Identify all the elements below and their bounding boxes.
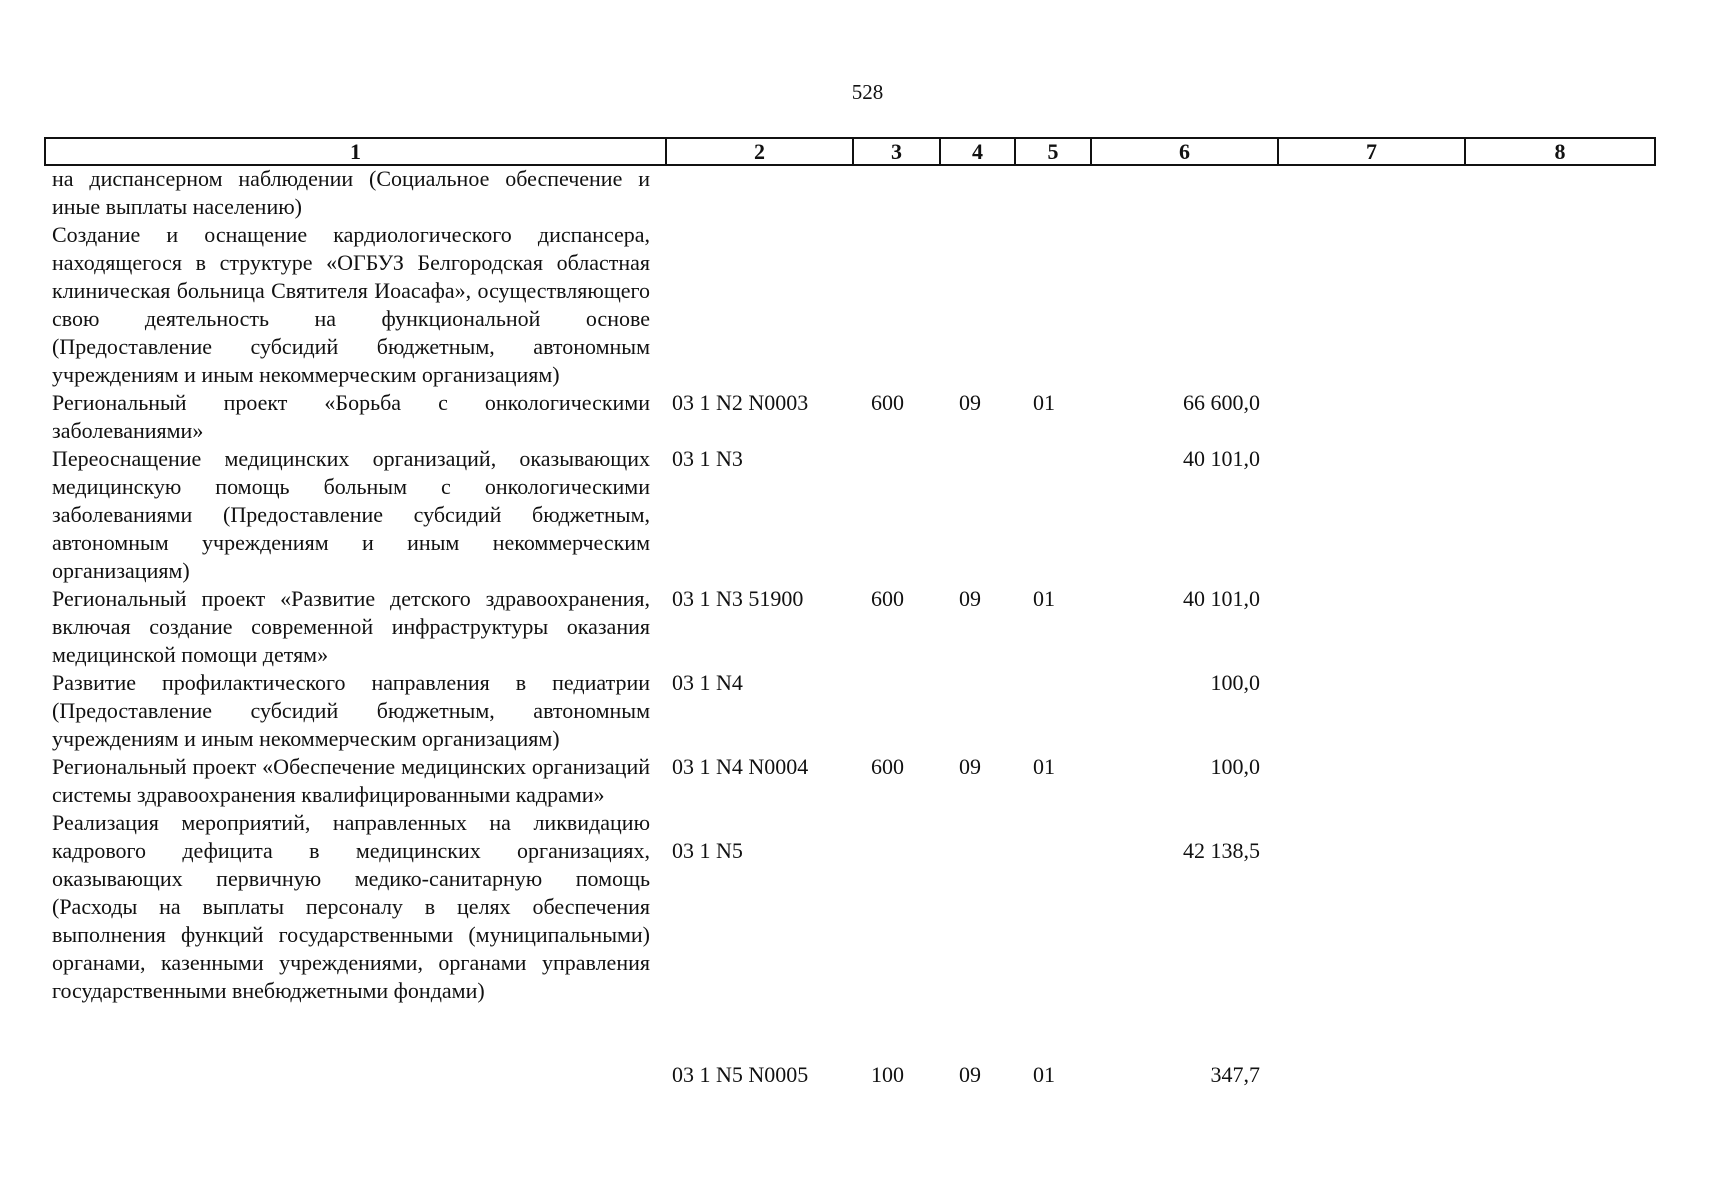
code-cell: 03 1 N2 N0003: [672, 390, 809, 415]
row-text-4: Региональный проект «Развитие детского здравоохранения, включая создание современной инфраструктуры оказания медицинской помощи детям»: [52, 586, 650, 667]
row-text-0: на диспансерном наблюдении (Социальное обеспечение и иные выплаты населению): [52, 166, 650, 219]
subsection-cell: 01: [1033, 586, 1055, 611]
column-header-1: 1: [45, 138, 666, 165]
expense-type-cell: 600: [871, 586, 904, 611]
table-row-values: [0, 389, 1710, 417]
section-cell: 09: [959, 754, 981, 779]
row-text-1: Создание и оснащение кардиологического диспансера, находящегося в структуре «ОГБУЗ Белгородская областная клиническая больница Святителя Иоасафа», осуществляющего свою деятельность на функциональной основе (Предоставление субсидий бюджетным, автономным учреждениям и иным некоммерческим организациям): [52, 222, 650, 387]
section-cell: 09: [959, 1062, 981, 1087]
column-header-8: 8: [1465, 138, 1655, 165]
code-cell: 03 1 N5: [672, 838, 743, 863]
column-header-6: 6: [1091, 138, 1278, 165]
column-header-4: 4: [940, 138, 1015, 165]
row-text-6: Региональный проект «Обеспечение медицинских организаций системы здравоохранения квалифицированными кадрами»: [52, 754, 650, 807]
code-cell: 03 1 N4: [672, 670, 743, 695]
row-text-5: Развитие профилактического направления в педиатрии (Предоставление субсидий бюджетным, автономным учреждениям и иным некоммерческим организациям): [52, 670, 650, 751]
table-row-values: [0, 585, 1710, 613]
column-header-5: 5: [1015, 138, 1091, 165]
section-cell: 09: [959, 586, 981, 611]
table-row-values: [0, 445, 1710, 473]
column-header-row: [44, 137, 1656, 166]
code-cell: 03 1 N3 51900: [672, 586, 804, 611]
amount-cell: 40 101,0: [1183, 586, 1260, 611]
table-row-values: [0, 669, 1710, 697]
expense-type-cell: 600: [871, 754, 904, 779]
row-text-7: Реализация мероприятий, направленных на ликвидацию кадрового дефицита в медицинских организациях, оказывающих первичную медико-санитарную помощь (Расходы на выплаты персоналу в целях обеспечения выполнения функций государственными (муниципальными) органами, казенными учреждениями, органами управления государственными внебюджетными фондами): [52, 810, 650, 1003]
page-number: 528: [851, 80, 884, 104]
column-header-3: 3: [853, 138, 940, 165]
code-cell: 03 1 N4 N0004: [672, 754, 809, 779]
row-text-2: Региональный проект «Борьба с онкологическими заболеваниями»: [52, 390, 650, 443]
subsection-cell: 01: [1033, 1062, 1055, 1087]
code-cell: 03 1 N3: [672, 446, 743, 471]
subsection-cell: 01: [1033, 754, 1055, 779]
amount-cell: 66 600,0: [1183, 390, 1260, 415]
table-row-values: [0, 753, 1710, 781]
expense-type-cell: 600: [871, 390, 904, 415]
table-row-values: [0, 1061, 1710, 1089]
amount-cell: 100,0: [1210, 754, 1260, 779]
amount-cell: 42 138,5: [1183, 838, 1260, 863]
expense-type-cell: 100: [871, 1062, 904, 1087]
code-cell: 03 1 N5 N0005: [672, 1062, 809, 1087]
section-cell: 09: [959, 390, 981, 415]
row-text-3: Переоснащение медицинских организаций, оказывающих медицинскую помощь больным с онкологическими заболеваниями (Предоставление субсидий бюджетным, автономным учреждениям и иным некоммерческим организациям): [52, 446, 650, 583]
column-header-7: 7: [1278, 138, 1465, 165]
subsection-cell: 01: [1033, 390, 1055, 415]
amount-cell: 100,0: [1210, 670, 1260, 695]
column-header-2: 2: [666, 138, 853, 165]
amount-cell: 347,7: [1210, 1062, 1260, 1087]
table-row-values: [0, 837, 1710, 865]
amount-cell: 40 101,0: [1183, 446, 1260, 471]
